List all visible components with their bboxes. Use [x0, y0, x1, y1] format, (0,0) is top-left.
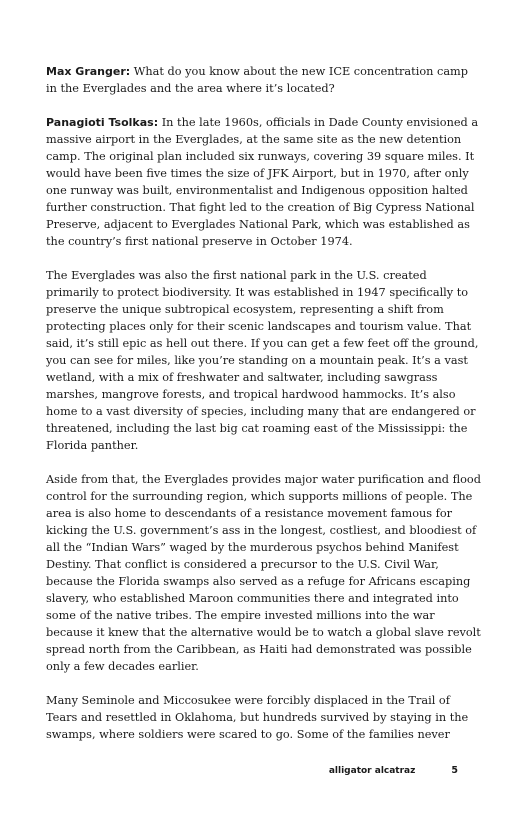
page-number: 5: [451, 765, 458, 776]
interviewer-name: Max Granger:: [46, 65, 131, 78]
answer-text: In the late 1960s, officials in Dade County envisioned a massive airport in the Everglades, at the same site as the new detention camp. The original plan included six runways, covering 39 square miles. It would have been five times the size of JFK Airport, but in 1970, after only one runway was built, environmentalist and Indigenous opposition halted further construction. That fight led to the creation of Big Cypress National Preserve, adjacent to Everglades National Park, which was established as the country’s first national preserve in October 1974.: [46, 116, 479, 248]
page-footer: [329, 765, 458, 776]
page-body: [46, 63, 482, 760]
interviewee-name: Panagioti Tsolkas:: [46, 116, 159, 129]
question-text: What do you know about the new ICE concentration camp in the Everglades and the area where it’s located?: [46, 65, 468, 95]
body-paragraph-displacement: Many Seminole and Miccosukee were forcibly displaced in the Trail of Tears and resettled in Oklahoma, but hundreds survived by staying in the swamps, where soldiers were scared to go. Some of the families never: [46, 694, 469, 741]
running-title: alligator alcatraz: [328, 766, 416, 776]
answer-paragraph: [46, 114, 482, 250]
question-paragraph: [46, 63, 482, 97]
body-paragraph-everglades-park: The Everglades was also the first national park in the U.S. created primarily to protect biodiversity. It was established in 1947 specifically to preserve the unique subtropical ecosystem, representing a shift from protecting places only for their scenic landscapes and tourism value. That said, it’s still epic as hell out there. If you can get a few feet off the ground, you can see for miles, like you’re standing on a mountain peak. It’s a vast wetland, with a mix of freshwater and saltwater, including sawgrass marshes, mangrove forests, and tropical hardwood hammocks. It’s also home to a vast diversity of species, including many that are endangered or threatened, including the last big cat roaming east of the Mississippi: the Florida panther.: [46, 269, 479, 452]
body-paragraph-history: Aside from that, the Everglades provides major water purification and flood control for the surrounding region, which supports millions of people. The area is also home to descendants of a resistance movement famous for kicking the U.S. government’s ass in the longest, costliest, and bloodiest of all the “Indian Wars” waged by the murderous psychos behind Manifest Destiny. That conflict is considered a precursor to the U.S. Civil War, because the Florida swamps also served as a refuge for Africans escaping slavery, who established Maroon communities there and integrated into some of the native tribes. The empire invested millions into the war because it knew that the alternative would be to watch a global slave revolt spread north from the Caribbean, as Haiti had demonstrated was possible only a few decades earlier.: [46, 473, 481, 673]
